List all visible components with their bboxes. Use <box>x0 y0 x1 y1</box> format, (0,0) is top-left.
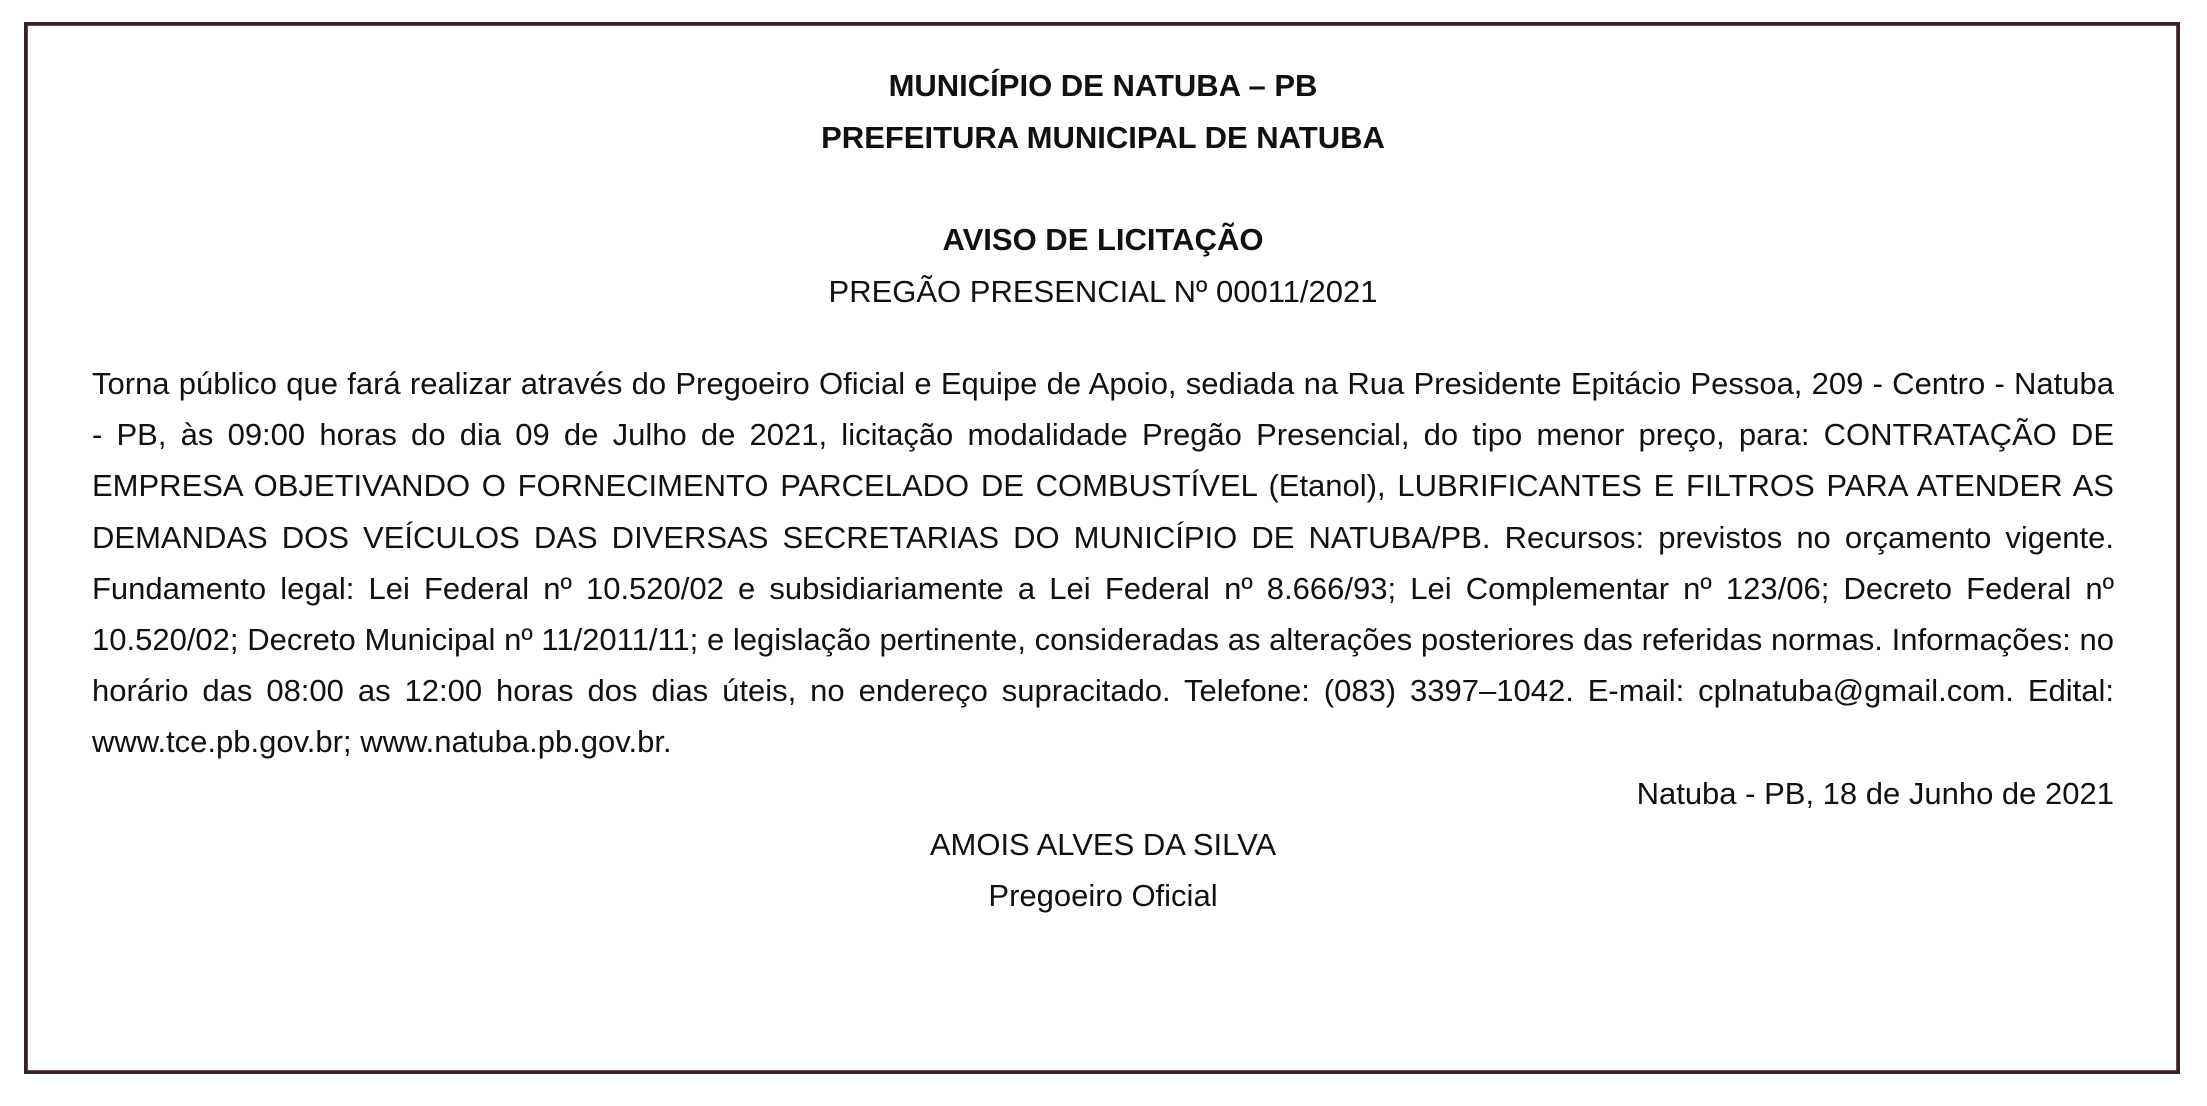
notice-content <box>92 60 2114 921</box>
notice-reference: PREGÃO PRESENCIAL Nº 00011/2021 <box>828 274 1378 309</box>
signer-name: AMOIS ALVES DA SILVA <box>929 826 1277 862</box>
place-date: Natuba - PB, 18 de Junho de 2021 <box>1636 775 2114 811</box>
notice-body-paragraph: Torna público que fará realizar através do Pregoeiro Oficial e Equipe de Apoio, sediada na Rua Presidente Epitácio Pessoa, 209 - Centro - Natuba - PB, às 09:00 horas do dia 09 de Julho de 2021, licitação modalidade Pregão Presencial, do tipo menor preço, para: CONTRATAÇÃO DE EMPRESA OBJETIVANDO O FORNECIMENTO PARCELADO DE COMBUSTÍVEL (Etanol), LUBRIFICANTES E FILTROS PARA ATENDER AS DEMANDAS DOS VEÍCULOS DAS DIVERSAS SECRETARIAS DO MUNICÍPIO DE NATUBA/PB. Recursos: previstos no orçamento vigente. Fundamento legal: Lei Federal nº 10.520/02 e subsidiariamente a Lei Federal nº 8.666/93; Lei Complementar nº 123/06; Decreto Federal nº 10.520/02; Decreto Municipal nº 11/2011/11; e legislação pertinente, consideradas as alterações posteriores das referidas normas. Informações: no horário das 08:00 as 12:00 horas dos dias úteis, no endereço supracitado. Telefone: (083) 3397–1042. E-mail: cplnatuba@gmail.com. Edital: www.tce.pb.gov.br; www.natuba.pb.gov.br. <box>92 366 2114 760</box>
prefecture-heading: PREFEITURA MUNICIPAL DE NATUBA <box>821 120 1385 155</box>
municipality-heading: MUNICÍPIO DE NATUBA – PB <box>888 68 1318 103</box>
notice-title: AVISO DE LICITAÇÃO <box>942 222 1264 257</box>
signer-role: Pregoeiro Oficial <box>988 878 1218 914</box>
